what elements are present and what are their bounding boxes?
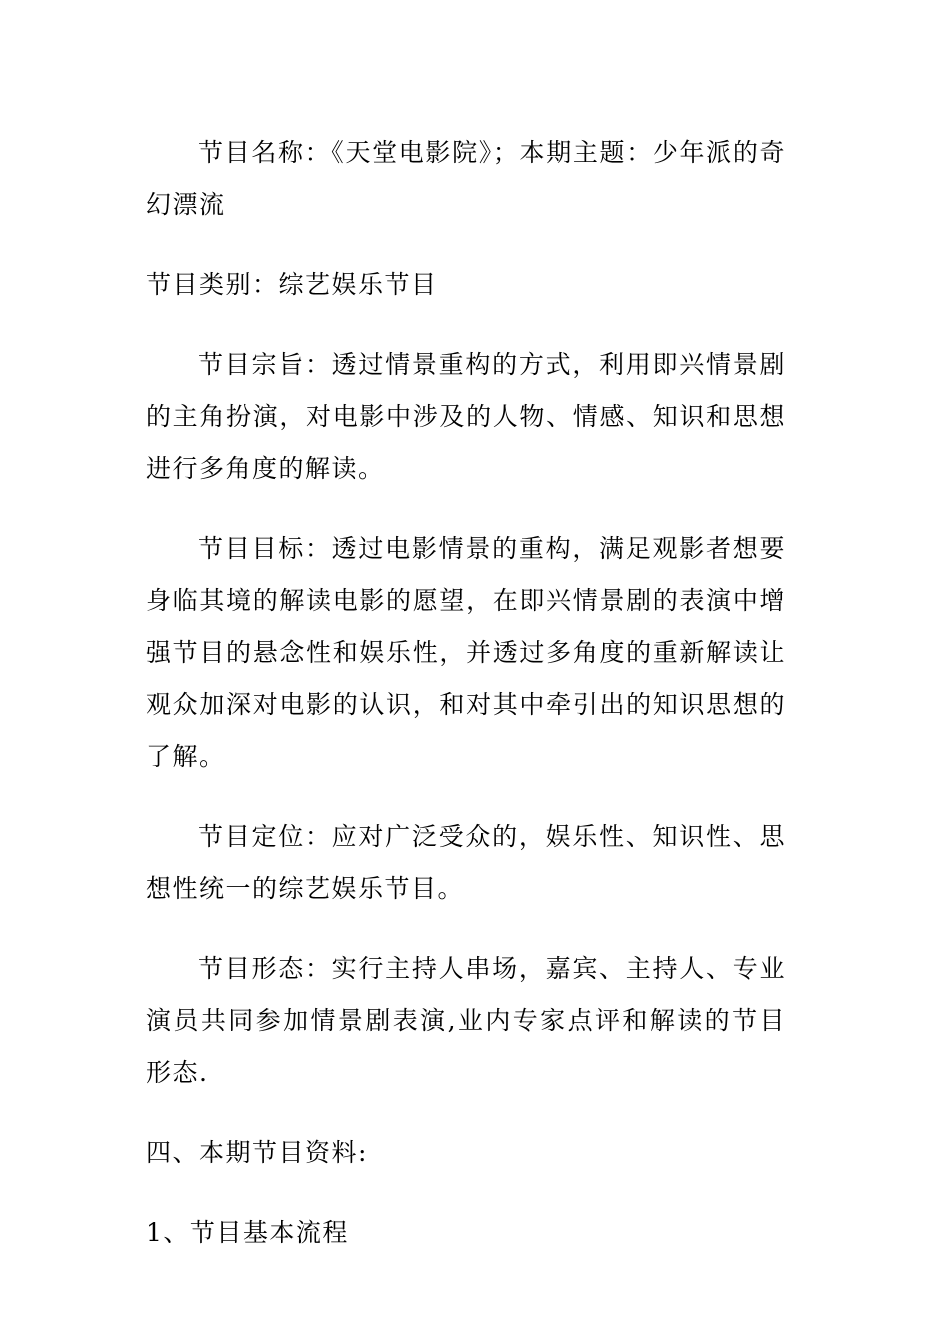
program-name-paragraph: 节目名称：《天堂电影院》；本期主题：少年派的奇幻漂流 xyxy=(146,138,786,219)
program-purpose-paragraph: 节目宗旨：透过情景重构的方式，利用即兴情景剧的主角扮演，对电影中涉及的人物、情感、知识和思想进行多角度的解读。 xyxy=(146,350,786,483)
document-body xyxy=(146,127,786,1259)
program-goal-paragraph: 节目目标：透过电影情景的重构，满足观影者想要身临其境的解读电影的愿望，在即兴情景剧的表演中增强节目的悬念性和娱乐性，并透过多角度的重新解读让观众加深对电影的认识，和对其中牵引出的知识思想的了解。 xyxy=(146,534,786,771)
program-category-paragraph: 节目类别：综艺娱乐节目 xyxy=(146,270,438,299)
section-heading-materials: 四、本期节目资料: xyxy=(146,1138,368,1167)
subsection-heading-flow: 1、节目基本流程 xyxy=(146,1218,349,1247)
program-positioning-paragraph: 节目定位：应对广泛受众的，娱乐性、知识性、思想性统一的综艺娱乐节目。 xyxy=(146,822,786,903)
program-format-paragraph: 节目形态：实行主持人串场，嘉宾、主持人、专业演员共同参加情景剧表演,业内专家点评和解读的节目形态. xyxy=(146,954,786,1087)
